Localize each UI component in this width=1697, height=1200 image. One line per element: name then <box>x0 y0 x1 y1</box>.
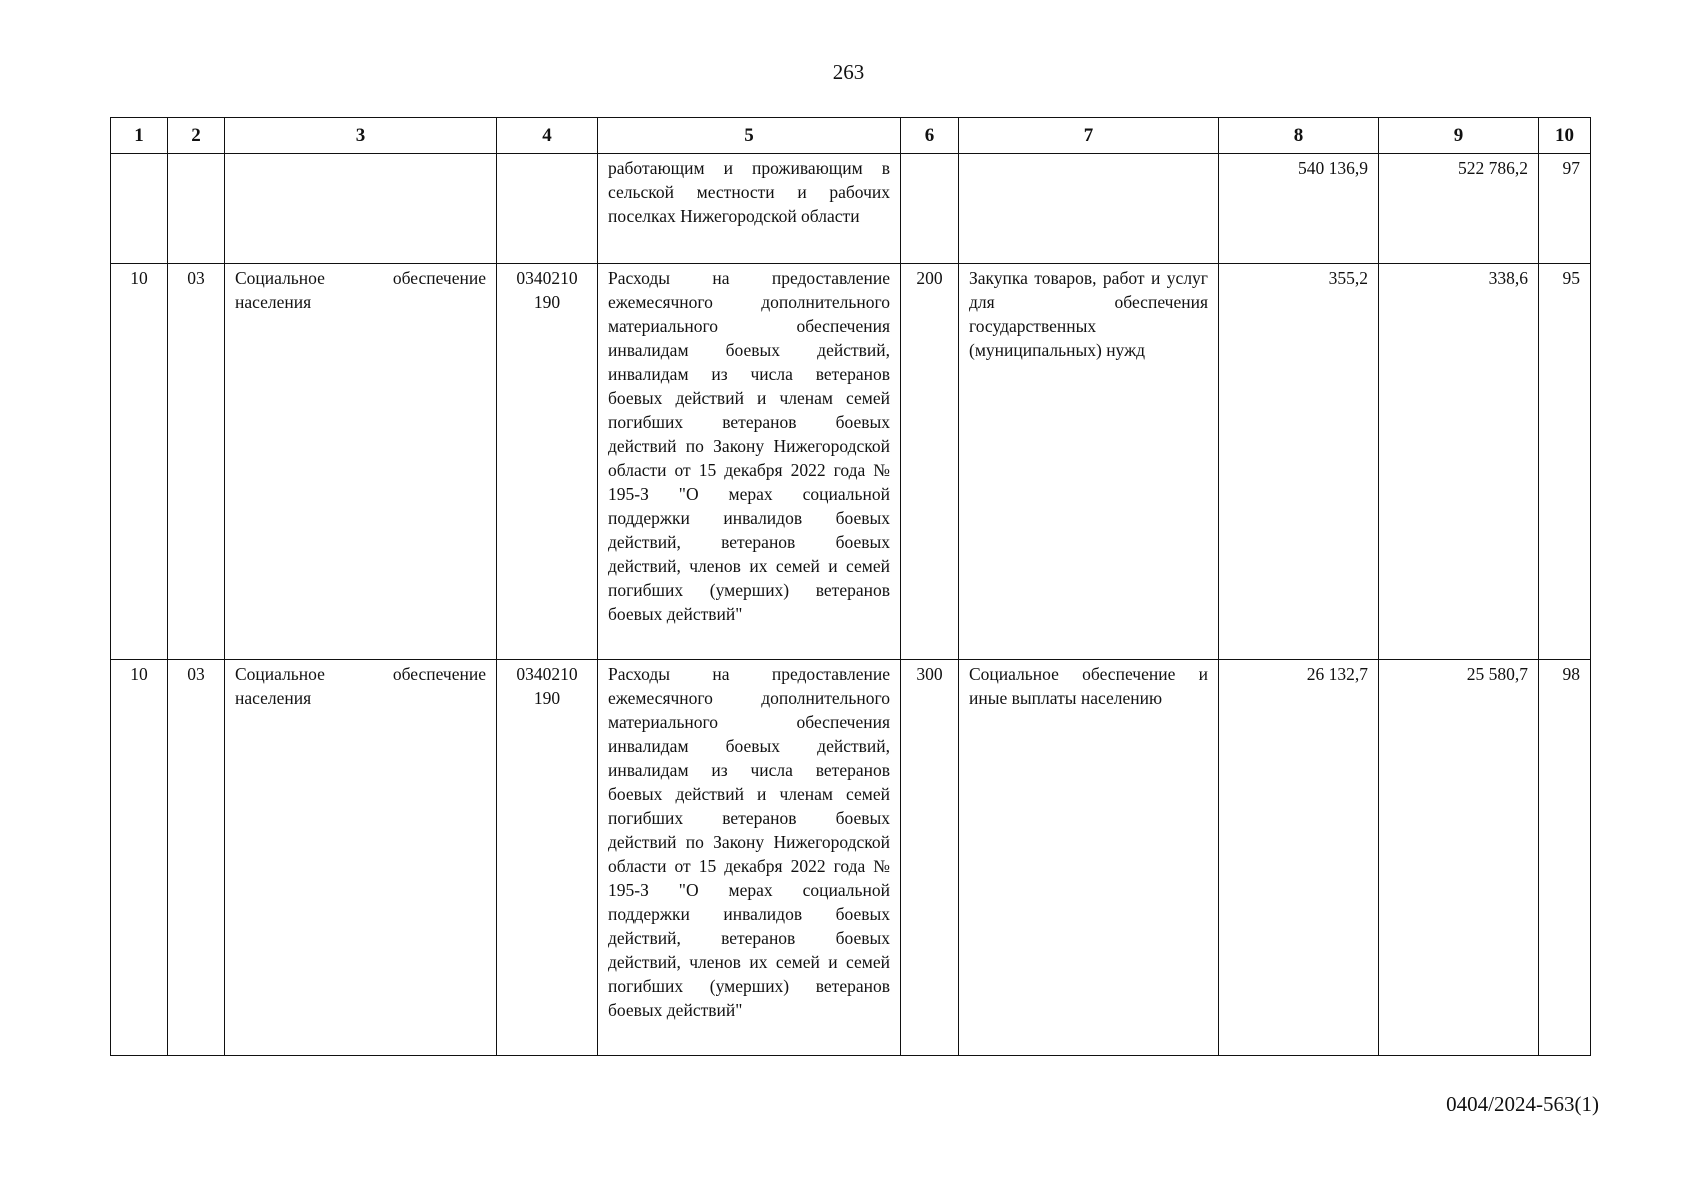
actual-amount-cell: 522 786,2 <box>1379 154 1539 264</box>
column-header-2: 2 <box>168 118 225 154</box>
table-row <box>111 264 1591 660</box>
section-code-cell: 10 <box>111 264 168 660</box>
execution-percent-cell: 97 <box>1539 154 1591 264</box>
budget-table <box>110 117 1591 1056</box>
table-row <box>111 660 1591 1056</box>
section-code-cell <box>111 154 168 264</box>
column-header-6: 6 <box>901 118 959 154</box>
target-code-cell <box>497 660 598 1056</box>
column-header-10: 10 <box>1539 118 1591 154</box>
subsection-code-cell: 03 <box>168 264 225 660</box>
planned-amount-cell: 26 132,7 <box>1219 660 1379 1056</box>
column-header-7: 7 <box>959 118 1219 154</box>
column-header-1: 1 <box>111 118 168 154</box>
target-code-part-1: 0340210 <box>516 268 578 288</box>
planned-amount-cell: 540 136,9 <box>1219 154 1379 264</box>
planned-amount-cell: 355,2 <box>1219 264 1379 660</box>
section-name-cell <box>225 154 497 264</box>
expense-type-code-cell <box>901 154 959 264</box>
section-name-cell: Социальное обеспечение населения <box>225 660 497 1056</box>
expense-type-name-cell: Социальное обеспечение и иные выплаты населению <box>959 660 1219 1056</box>
subsection-code-cell <box>168 154 225 264</box>
target-code-cell <box>497 264 598 660</box>
execution-percent-cell: 98 <box>1539 660 1591 1056</box>
column-header-9: 9 <box>1379 118 1539 154</box>
expense-description-cell: Расходы на предоставление ежемесячного дополнительного материального обеспечения инвалидам боевых действий, инвалидам из числа ветеранов боевых действий и членам семей погибших ветеранов боевых действий по Закону Нижегородской области от 15 декабря 2022 года № 195-З "О мерах социальной поддержки инвалидов боевых действий, ветеранов боевых действий, членов их семей и семей погибших (умерших) ветеранов боевых действий" <box>598 264 901 660</box>
actual-amount-cell: 338,6 <box>1379 264 1539 660</box>
column-header-5: 5 <box>598 118 901 154</box>
expense-description-cell: работающим и проживающим в сельской местности и рабочих поселках Нижегородской области <box>598 154 901 264</box>
target-code-part-2: 190 <box>533 292 561 312</box>
table-row <box>111 154 1591 264</box>
header-row <box>111 118 1591 154</box>
document-code: 0404/2024-563(1) <box>1446 1092 1599 1116</box>
page-number: 263 <box>832 60 865 84</box>
column-header-8: 8 <box>1219 118 1379 154</box>
execution-percent-cell: 95 <box>1539 264 1591 660</box>
target-code-part-1: 0340210 <box>516 664 578 684</box>
expense-type-name-cell <box>959 154 1219 264</box>
column-header-3: 3 <box>225 118 497 154</box>
column-header-4: 4 <box>497 118 598 154</box>
section-code-cell: 10 <box>111 660 168 1056</box>
expense-type-name-cell: Закупка товаров, работ и услуг для обеспечения государственных (муниципальных) нужд <box>959 264 1219 660</box>
subsection-code-cell: 03 <box>168 660 225 1056</box>
target-code-cell <box>497 154 598 264</box>
expense-description-cell: Расходы на предоставление ежемесячного дополнительного материального обеспечения инвалидам боевых действий, инвалидам из числа ветеранов боевых действий и членам семей погибших ветеранов боевых действий по Закону Нижегородской области от 15 декабря 2022 года № 195-З "О мерах социальной поддержки инвалидов боевых действий, ветеранов боевых действий, членов их семей и семей погибших (умерших) ветеранов боевых действий" <box>598 660 901 1056</box>
actual-amount-cell: 25 580,7 <box>1379 660 1539 1056</box>
expense-type-code-cell: 300 <box>901 660 959 1056</box>
expense-type-code-cell: 200 <box>901 264 959 660</box>
section-name-cell: Социальное обеспечение населения <box>225 264 497 660</box>
target-code-part-2: 190 <box>533 688 561 708</box>
